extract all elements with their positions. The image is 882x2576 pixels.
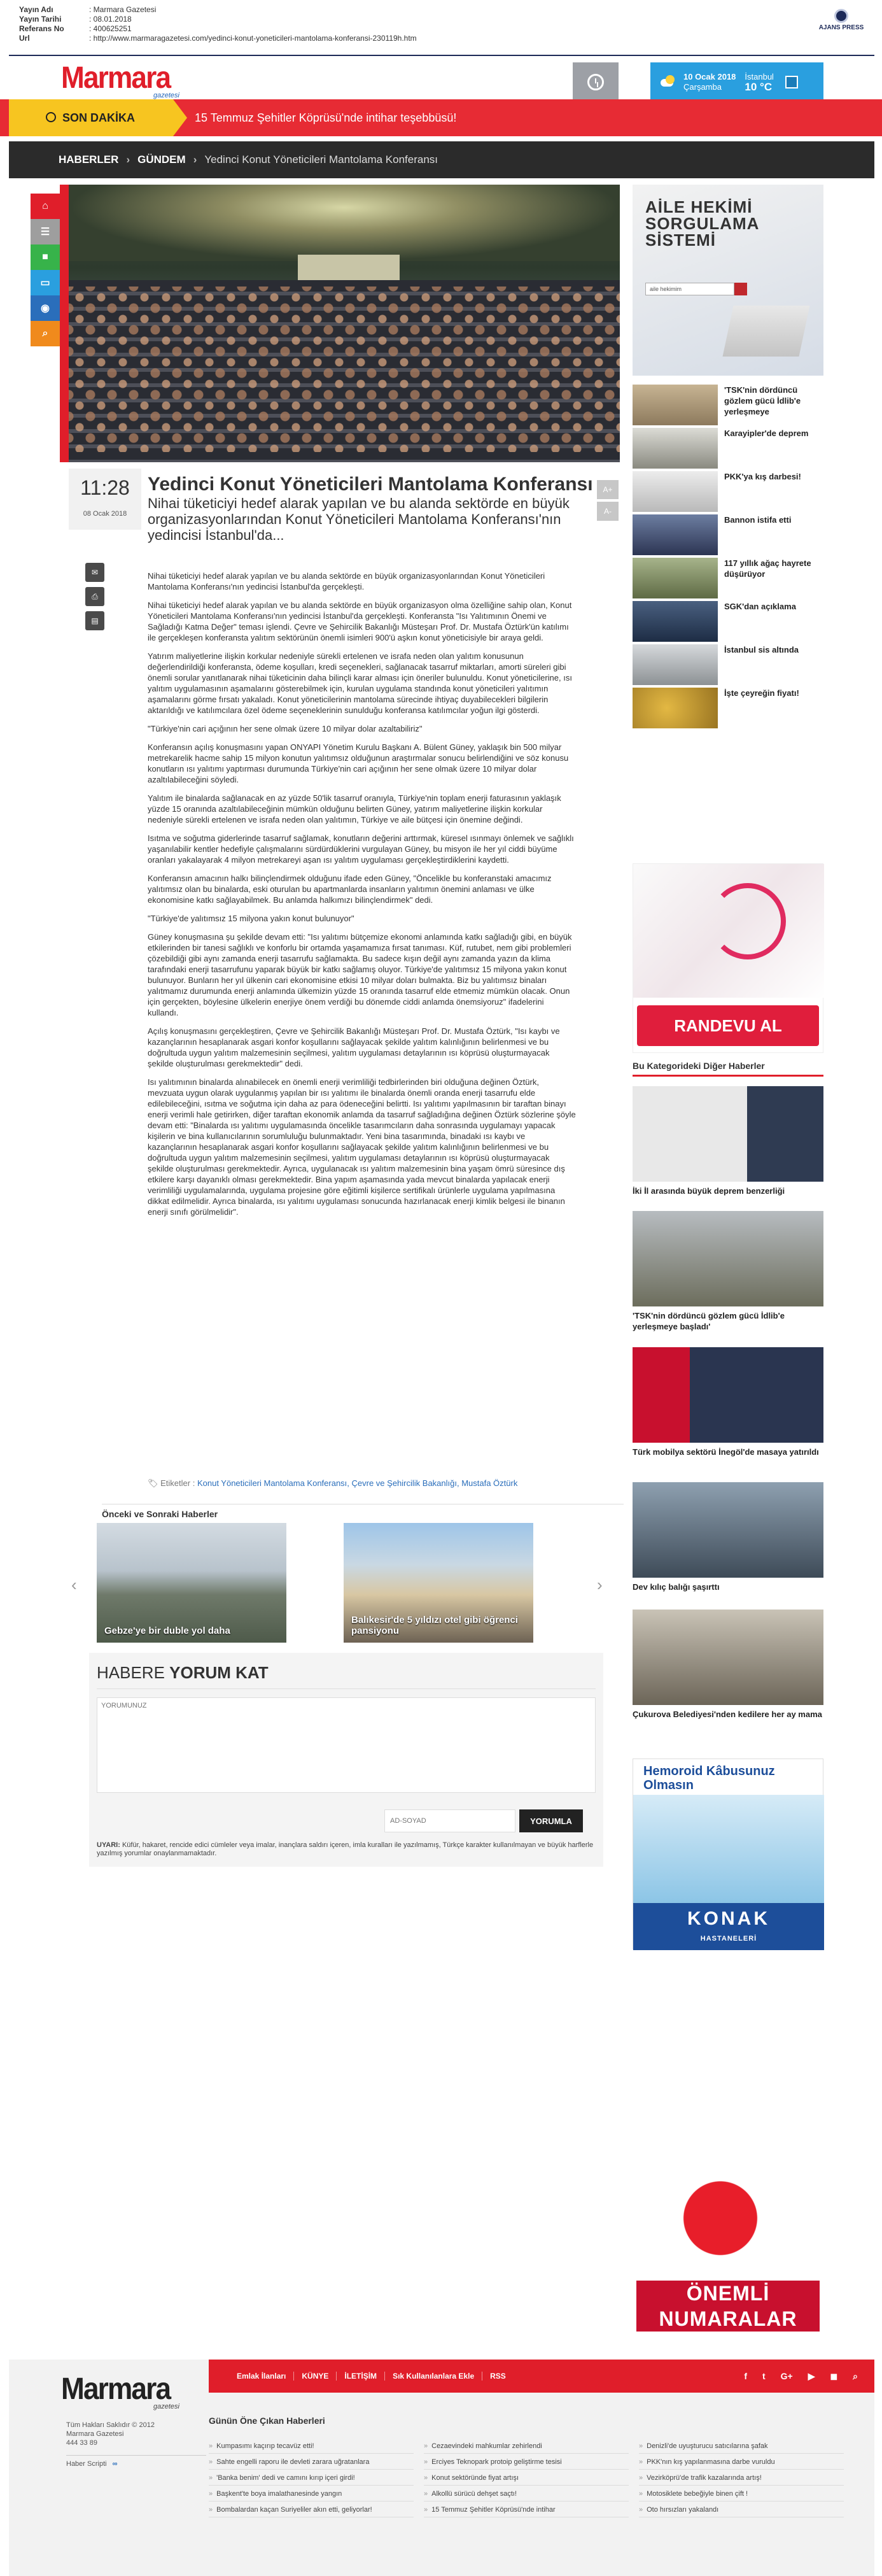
headline-link[interactable]: » Sahte engelli raporu ile devleti zarara uğratanlara — [209, 2458, 414, 2470]
footer-nav — [209, 2360, 874, 2393]
side-news-thumb — [633, 601, 718, 642]
chevron-left-icon[interactable]: ‹ — [71, 1575, 77, 1594]
youtube-icon[interactable]: ▶ — [808, 2370, 815, 2381]
breadcrumb — [9, 141, 874, 178]
article-subheading: "Türkiye'de yalıtımsız 15 milyona yakın konut bulunuyor" — [148, 914, 354, 923]
category-heading: Bu Kategorideki Diğer Haberler — [633, 1061, 823, 1077]
comment-form — [89, 1653, 603, 1867]
comment-icon[interactable]: ▤ — [85, 611, 104, 630]
category-news-photo — [633, 1086, 823, 1182]
meta-value: : Marmara Gazetesi — [89, 5, 157, 14]
important-numbers-title — [636, 2281, 820, 2332]
headline-link[interactable]: » Alkollü sürücü dehşet saçtı! — [424, 2490, 629, 2502]
google-plus-icon[interactable]: G+ — [780, 2371, 793, 2381]
stethoscope-icon — [710, 883, 786, 959]
headline-link[interactable]: » PKK'nın kış yapılanmasına darbe vuruldu — [639, 2458, 844, 2470]
article-paragraph: Açılış konuşmasını gerçekleştiren, Çevre ve Şehircilik Bakanlığı Müsteşarı Prof. Dr. Mustafa Öztürk, "Isı kaybı ve kazançlarının hesaplanarak asgari konfor koşullarını sağlayacak şekilde yalıtım kalınlığının belirlenmesi ve bu doğrultuda uygun yalıtım malzemesinin seçilmesi, yalıtım uygulaması detaylarının ısı köprüsü oluşturmayacak şekilde oluşturulması gerekmektedir" dedi. — [148, 1026, 560, 1068]
footer-info — [66, 2421, 155, 2447]
footer-phone: 444 33 89 — [66, 2439, 97, 2447]
headline-link[interactable]: » Vezirköprü'de trafik kazalarında artış! — [639, 2474, 844, 2486]
side-news-title: Karayipler'de deprem — [724, 428, 809, 438]
comment-divider — [97, 1688, 596, 1689]
ad-title — [645, 199, 759, 248]
side-news-thumb — [633, 514, 718, 555]
comment-warning — [97, 1841, 596, 1858]
headline-link[interactable]: » Kumpasımı kaçırıp tecavüz etti! — [209, 2442, 414, 2454]
side-news-title: Bannon istifa etti — [724, 515, 792, 525]
twitter-icon[interactable]: t — [762, 2371, 766, 2381]
headline-link[interactable]: » Denizli'de uyuşturucu satıcılarına şafak — [639, 2442, 844, 2454]
family-doctor-ad[interactable] — [633, 185, 823, 376]
hospital-brand-sub: HASTANELERİ — [700, 1935, 757, 1943]
category-news-item[interactable] — [633, 1086, 823, 1196]
breaking-news-bar — [0, 99, 882, 136]
side-news-title: PKK'ya kış darbesi! — [724, 472, 801, 481]
phone-icon — [663, 2161, 778, 2256]
footer-link[interactable]: RSS — [490, 2372, 506, 2381]
instagram-icon[interactable]: ◼ — [830, 2370, 838, 2381]
hospital-ad-image — [633, 1795, 824, 1903]
script-vendor-icon: ∞ — [112, 2460, 118, 2468]
weather-city: İstanbul — [745, 71, 774, 81]
headline-link[interactable]: » Konut sektöründe fiyat artışı — [424, 2474, 629, 2486]
footer-logo[interactable] — [61, 2372, 186, 2410]
category-news-title: Çukurova Belediyesi'nden kedilere her ay mama — [633, 1709, 822, 1719]
side-news-item[interactable] — [633, 558, 823, 591]
meta-key: Yayın Tarihi — [19, 15, 62, 24]
footer-link[interactable]: KÜNYE — [294, 2372, 337, 2381]
breadcrumb-section[interactable]: GÜNDEM — [137, 153, 186, 166]
meta-url[interactable]: : http://www.marmaragazetesi.com/yedinci-konut-yoneticileri-mantolama-konferansi-230119h.htm — [89, 34, 417, 43]
publication-meta — [19, 5, 719, 43]
footer-link[interactable]: İLETİŞİM — [337, 2372, 385, 2381]
font-size-controls — [597, 480, 619, 523]
headline-link[interactable]: » Cezaevindeki mahkumlar zehirlendi — [424, 2442, 629, 2454]
hospital-logo — [633, 1903, 824, 1950]
breadcrumb-home[interactable]: HABERLER — [59, 153, 119, 166]
logo-subtitle: gazetesi — [153, 92, 179, 99]
ad-search-icon — [734, 283, 747, 295]
ad-title-line: SİSTEMİ — [645, 230, 717, 250]
side-news-item[interactable] — [633, 471, 823, 504]
photo-ceiling — [69, 185, 620, 261]
facebook-icon[interactable]: f — [744, 2371, 747, 2381]
photo-audience — [69, 287, 620, 452]
side-news-title: 'TSK'nin dördüncü gözlem gücü İdlib'e yerleşmeye — [724, 385, 801, 416]
video-icon[interactable]: ■ — [31, 244, 60, 270]
ad4-title-line: NUMARALAR — [659, 2307, 797, 2330]
submit-comment-button[interactable]: YORUMLA — [519, 1809, 583, 1832]
side-news-item[interactable] — [633, 688, 823, 721]
breaking-label — [9, 99, 173, 136]
article-time: 11:28 — [80, 476, 130, 499]
side-news-item[interactable] — [633, 514, 823, 548]
headlines-heading: Günün Öne Çıkan Haberleri — [209, 2416, 325, 2426]
name-field[interactable] — [384, 1809, 515, 1832]
side-news-item[interactable] — [633, 428, 823, 461]
article-tools — [85, 563, 104, 635]
next-news-caption: Balıkesir'de 5 yıldızı otel gibi öğrenci pansiyonu — [351, 1615, 518, 1636]
copyright: Tüm Hakları Saklıdır © 2012 — [66, 2421, 155, 2429]
tv-icon[interactable]: ▭ — [31, 270, 60, 295]
ad-title-line: AİLE HEKİMİ — [645, 197, 753, 216]
weather-day: Çarşamba — [683, 82, 722, 92]
prev-news-caption: Gebze'ye bir duble yol daha — [104, 1625, 230, 1636]
article-paragraph: Yatırım maliyetlerine ilişkin korkular nedeniyle sürekli ertelenen ve israfa neden olan yalıtım konusunun değerlendirildiği konferansta, ödeme koşulları, kredi seçenekleri, sağlanacak tasarruf miktarları, amorti süreleri gibi önemli sorular yanıtlanarak nihai tüketicinin daha bilinçli karar alması için öneriler bulunuldu. Konut yöneticilerine, ısı yalıtım uygulamasının aşamalarını gösterebilmek için, kurulan uygulama standında konut yöneticileri yalıtımın aşamalarını görme fırsatı yakaladı. Konut yöneticilerinin mantolama sürecinde ihtiyaç duyabilecekleri bilgilerin aktarıldığı ve katılımcılara özel ödeme seçeneklerinin sunulduğu konferansa katılımcılar yoğun ilgi gösterdi. — [148, 651, 572, 715]
hospital-brand: KONAK — [687, 1908, 770, 1929]
prev-news-card[interactable] — [97, 1523, 286, 1643]
side-news-title: 117 yıllık ağaç hayrete düşürüyor — [724, 558, 811, 579]
side-news-title: İstanbul sis altında — [724, 645, 799, 655]
agency-logo — [816, 9, 867, 31]
category-news-item[interactable] — [633, 1482, 823, 1592]
next-news-card[interactable] — [344, 1523, 533, 1643]
side-news-title: İşte çeyreğin fiyatı! — [724, 688, 799, 698]
footer-script-label: Haber Scripti — [66, 2460, 107, 2468]
clock-button[interactable] — [573, 62, 619, 102]
footer-logo-subtitle: gazetesi — [153, 2403, 179, 2410]
weather-temp: 10 °C — [745, 80, 773, 93]
category-news-title: Dev kılıç balığı şaşırttı — [633, 1582, 720, 1592]
side-news-thumb — [633, 385, 718, 425]
side-news-thumb — [633, 428, 718, 469]
email-icon[interactable]: ✉ — [85, 563, 104, 582]
comment-warning-text: Küfür, hakaret, rencide edici cümleler veya imalar, inançlara saldırı içeren, imla kuralları ile yazılmamış, Türkçe karakter kullanılmayan ve büyük harflerle yazılmış yorumlar onaylanmamaktadır. — [97, 1841, 594, 1857]
photo-accent-bar — [60, 185, 69, 462]
tag-icon: 🏷 — [148, 1478, 158, 1488]
category-news-item[interactable] — [633, 1347, 823, 1457]
social-links — [729, 2360, 858, 2393]
headline-link[interactable]: » Erciyes Teknopark protoip geliştirme tesisi — [424, 2458, 629, 2470]
clock-icon — [46, 112, 56, 122]
article-subheading: "Türkiye'nin cari açığının her sene olmak üzere 10 milyar dolar azaltabiliriz" — [148, 724, 423, 733]
category-news-photo — [633, 1610, 823, 1705]
category-news-photo — [633, 1347, 823, 1443]
appointment-button[interactable]: RANDEVU AL — [637, 1005, 819, 1046]
comment-heading-bold: YORUM KAT — [169, 1663, 269, 1682]
clock-icon — [587, 74, 604, 90]
meta-key: Referans No — [19, 24, 64, 33]
logo-wordmark: Marmara — [61, 61, 171, 95]
category-news-photo — [633, 1482, 823, 1578]
prevnext-heading: Önceki ve Sonraki Haberler — [102, 1509, 218, 1519]
footer-company: Marmara Gazetesi — [66, 2430, 124, 2438]
weather-menu-icon[interactable] — [783, 73, 801, 91]
side-news-list — [633, 385, 823, 731]
chevron-right-icon[interactable]: › — [597, 1575, 603, 1594]
weather-widget — [650, 62, 823, 102]
print-icon[interactable]: ⎙ — [85, 587, 104, 606]
side-news-thumb — [633, 558, 718, 598]
article-paragraph: Konferansın amacının halkı bilinçlendirmek olduğunu ifade eden Güney, "Öncelikle bu konferanstaki amacımız yalıtımsız olan bu binalarda, eski oturulan bu apartmanlarda insanların yalıtımın önemini anlaması ve ülke ekonomisine katkı sağlayabilmek. Bu anlamda halkımızı bilinçlendirmek" dedi. — [148, 874, 552, 905]
headline-link[interactable]: » Başkent'te boya imalathanesinde yangın — [209, 2490, 414, 2502]
ad-search-bar: aile hekimim — [645, 283, 734, 295]
weather-date: 10 Ocak 2018 — [683, 72, 736, 81]
headline-link[interactable]: » Oto hırsızları yakalandı — [639, 2506, 844, 2517]
article-paragraph: Güney konuşmasına şu şekilde devam etti: "Isı yalıtımı bütçemize ekonomi anlamında katkı sağladığı gibi, en büyük etkilerinden bir tanesi sağlıklı ve konforlu bir ortamda yaşamamıza fırsat tanıması. Küf, rutubet, nem gibi problemleri çözebildiği gibi aynı zamanda enerji tasarrufu sağlamakta. Bu sadece kışın değil aynı zamanda yazın da klima tarafındaki enerji tasarrufunu yaparak büyük bir katkı sağlamış oluyor. Türkiye'de yalıtımsız 15 milyona yakın konut bulunuyor. Bunların her yıl ülkenin cari ekonomisine etkisi 10 milyar doları bulmakta. Biz bu yalıtımsız binaları yalıtmamız durumunda enerji anlamında ülkemizin yüzde 15 oranında tasarruf elde etmemiz mümkün olacak. Onun için gerçekten, böylesine ülkelerin enerjiye önem verdiği bu dönemde ciddi anlamda önemsiyoruz" ifadelerini kullandı. — [148, 932, 572, 1017]
tags-list[interactable]: Konut Yöneticileri Mantolama Konferansı, Çevre ve Şehircilik Bakanlığı, Mustafa Öztürk — [197, 1478, 518, 1488]
important-numbers-ad[interactable] — [633, 2155, 823, 2343]
comment-heading-light: HABERE — [97, 1663, 165, 1682]
ad-keyboard-image — [722, 306, 809, 357]
home-icon[interactable]: ⌂ — [31, 194, 60, 219]
category-news-item[interactable] — [633, 1610, 823, 1720]
article-title: Yedinci Konut Yöneticileri Mantolama Konferansı — [148, 474, 593, 495]
article-paragraph: Isıtma ve soğutma giderlerinde tasarruf sağlamak, konutların değerini arttırmak, küresel ısınmayı önlemek ve sağlıklı yaşanılabilir kentler hedefiyle çalışmalarını sürdürdüklerini vurgulayan Güney, bu misyon ile her yıl ciddi büyüme oranları yakalayarak 4 milyon metrekareyi aşan ısı yalıtım uygulaması gerçekleştirdiklerini kaydetti. — [148, 833, 574, 865]
headline-link[interactable]: » Bombalardan kaçan Suriyeliler akın etti, geliyorlar! — [209, 2506, 414, 2517]
agency-name: AJANS PRESS — [818, 24, 864, 31]
ad-title-line: SORGULAMA — [645, 214, 760, 233]
appointment-ad[interactable] — [633, 863, 823, 1053]
ad4-title-line: ÖNEMLİ — [686, 2282, 770, 2305]
weather-icon — [658, 73, 677, 92]
headline-link[interactable]: » 'Banka benim' dedi ve camını kırıp içeri girdi! — [209, 2474, 414, 2486]
prev-news-photo — [97, 1523, 286, 1643]
article-date: 08 Ocak 2018 — [83, 510, 127, 518]
headline-link[interactable]: » Motosiklete bebeğiyle binen çift ! — [639, 2490, 844, 2502]
comment-textarea[interactable] — [97, 1697, 596, 1793]
category-news-title: 'TSK'nin dördüncü gözlem gücü İdlib'e yerleşmeye başladı' — [633, 1311, 785, 1331]
side-news-item[interactable] — [633, 644, 823, 677]
article-paragraph: Konferansın açılış konuşmasını yapan ONYAPI Yönetim Kurulu Başkanı A. Bülent Güney, yaklaşık bin 500 milyar metrekarelik hacme sahip 15 milyon konutun yalıtımsız olduğunun araştırmalar sonucu belirlendiğini ve söz konusu konutların ısı yalıtımı yaptırması durumunda Türkiye'nin cari açığının her sene olmak üzere 10 milyar dolar azaltılabileceğini söyledi. — [148, 742, 569, 784]
headlines-list — [209, 2442, 845, 2517]
breadcrumb-separator-icon: › — [193, 153, 197, 166]
footer-divider — [66, 2455, 206, 2456]
tags-label: Etiketler : — [160, 1478, 195, 1488]
meta-value: : 08.01.2018 — [89, 15, 132, 24]
article-tags — [148, 1478, 593, 1489]
side-news-title: SGK'dan açıklama — [724, 602, 796, 611]
search-icon[interactable]: ⌕ — [31, 321, 60, 346]
hospital-ad-title: Hemoroid Kâbusunuz Olmasın — [643, 1764, 775, 1792]
category-news-item[interactable] — [633, 1211, 823, 1332]
article-summary: Nihai tüketiciyi hedef alarak yapılan ve bu alanda sektörde en büyük organizasyonlarından Konut Yöneticileri Mantolama Konferansı'nın yedincisi İstanbul'da... — [148, 495, 570, 543]
meta-key: Url — [19, 34, 30, 43]
site-logo[interactable] — [61, 61, 186, 99]
footer-logo-wordmark: Marmara — [61, 2372, 171, 2406]
menu-icon[interactable]: ☰ — [31, 219, 60, 244]
side-news-thumb — [633, 688, 718, 728]
font-increase-button[interactable]: A+ — [597, 480, 619, 499]
side-news-item[interactable] — [633, 385, 823, 418]
category-news-title: İki İl arasında büyük deprem benzerliği — [633, 1186, 785, 1196]
globe-icon — [834, 9, 848, 23]
category-news-title: Türk mobilya sektörü İnegöl'de masaya yatırıldı — [633, 1447, 819, 1457]
comment-heading — [97, 1663, 269, 1683]
article-paragraph: Nihai tüketiciyi hedef alarak yapılan ve bu alanda sektörde en büyük organizasyon olma özelliğine sahip olan, Konut Yöneticileri Mantolama Konferansı'nın yedincisi İstanbul'da gerçekleşti. Konferansta "Isı Yalıtımının Önemi ve Sağladığı Katma Değer" teması işlendi. Çevre ve Şehircilik Bakanlığı Müsteşarı Prof. Dr. Mustafa Öztürk'ün katılımı ile gerçekleşen konferansta yalıtım sektörünün önemli isimleri 900'ü aşkın konut yöneticisiyle bir araya geldi. — [148, 600, 572, 642]
breadcrumb-current: Yedinci Konut Yöneticileri Mantolama Konferansı — [204, 153, 438, 166]
side-news-thumb — [633, 644, 718, 685]
article-body — [148, 570, 577, 1225]
comment-warning-label: UYARI: — [97, 1841, 120, 1849]
meta-key: Yayın Adı — [19, 5, 53, 14]
article-paragraph: Yalıtım ile binalarda sağlanacak en az yüzde 50'lik tasarruf oranıyla, Türkiye'nin toplam enerji faturasının yaklaşık yüzde 15 oranında azaltılabileceğinin mümkün olduğunu belirten Güney, yatırım maliyetlerine ilişkin korkular nedeniyle sürekli ertelenen ve israfa neden olan yalıtımın, Türkiye ve aile bütçesi için önemine değindi. — [148, 793, 561, 824]
breaking-label-text: SON DAKİKA — [62, 111, 136, 124]
breaking-headline-link[interactable]: 15 Temmuz Şehitler Köprüsü'nde intihar teşebbüsü! — [195, 111, 457, 124]
meta-value: : 400625251 — [89, 24, 132, 33]
article-paragraph: Nihai tüketiciyi hedef alarak yapılan ve bu alanda sektörde en büyük organizasyonlarından Konut Yöneticileri Mantolama Konferansı'nın yedincisi İstanbul'da gerçekleşti. — [148, 571, 545, 591]
article-main-photo[interactable] — [69, 185, 620, 462]
search-icon[interactable]: ⌕ — [853, 2370, 858, 2381]
footer-link[interactable]: Sık Kullanılanlara Ekle — [385, 2372, 482, 2381]
hospital-ad[interactable] — [633, 1759, 823, 1950]
breadcrumb-separator-icon: › — [126, 153, 130, 166]
site-footer — [9, 2360, 874, 2576]
meta-divider — [9, 55, 874, 56]
font-decrease-button[interactable]: A- — [597, 502, 619, 521]
camera-icon[interactable]: ◉ — [31, 295, 60, 321]
share-sidebar — [31, 194, 60, 346]
footer-link[interactable]: Emlak İlanları — [229, 2372, 294, 2381]
footer-script[interactable] — [66, 2460, 117, 2468]
category-news-photo — [633, 1211, 823, 1306]
side-news-thumb — [633, 471, 718, 512]
side-news-item[interactable] — [633, 601, 823, 634]
article-timestamp — [69, 469, 141, 530]
headline-link[interactable]: » 15 Temmuz Şehitler Köprüsü'nde intihar — [424, 2506, 629, 2517]
article-paragraph: Isı yalıtımının binalarda alınabilecek en önemli enerji verimliliği tedbirlerinden biri olduğuna değinen Öztürk, mevzuata uygun olarak uygulanmış yapılan bir ısı yalıtımı ile binalarda önemli oranda enerji tasarrufu elde edilebileceğini, ısıtma ve soğutma için daha az para ödeneceğini belirtti. Isı yalıtımı yapılmasının bir taraftan binayı enerji verimli hale getirirken, diğer taraftan ekonomik anlamda da tasarruf sağladığına değinen Öztürk sözlerine şöyle devam etti: "Binalarda ısı yalıtımı uygulamasında öncelikle tasarımcıların daha sonrasında uygulamayı yapacak kişilerin ve bina kullanıcılarının sorumluluğu bulunmaktadır. Yeni bina tasarımında, binadaki ısı kaybı ve kazançlarının hesaplanarak asgari konfor koşullarını sağlayacak şekilde yalıtım kalınlığının belirlenmesi ve bu doğrultuda uygun yalıtım malzemesinin seçilmesi, yalıtım uygulaması detaylarının ısı köprüsü oluşturmayacak şekilde oluşturulması gerekmektedir. Ayrıca, uygulanacak ısı yalıtım malzemesinin bina yaşam ömrü süresince dış etkilere karşı dayanıklı olması gerekmektedir. Bina yapım aşamasında yada mevcut binalarda yapılacak enerji verimliliği uygulamalarında, uygulama projesine göre eğitimli kişilerce sertifikalı ürünlerle uygulama yapılmasına dikkat edilmelidir. Ayrıca binalarda, ısı yalıtımı uygulaması sonucunda hazırlanacak enerji kimlik belgesi ile binanın enerji sınıfı görülmelidir". — [148, 1077, 576, 1217]
